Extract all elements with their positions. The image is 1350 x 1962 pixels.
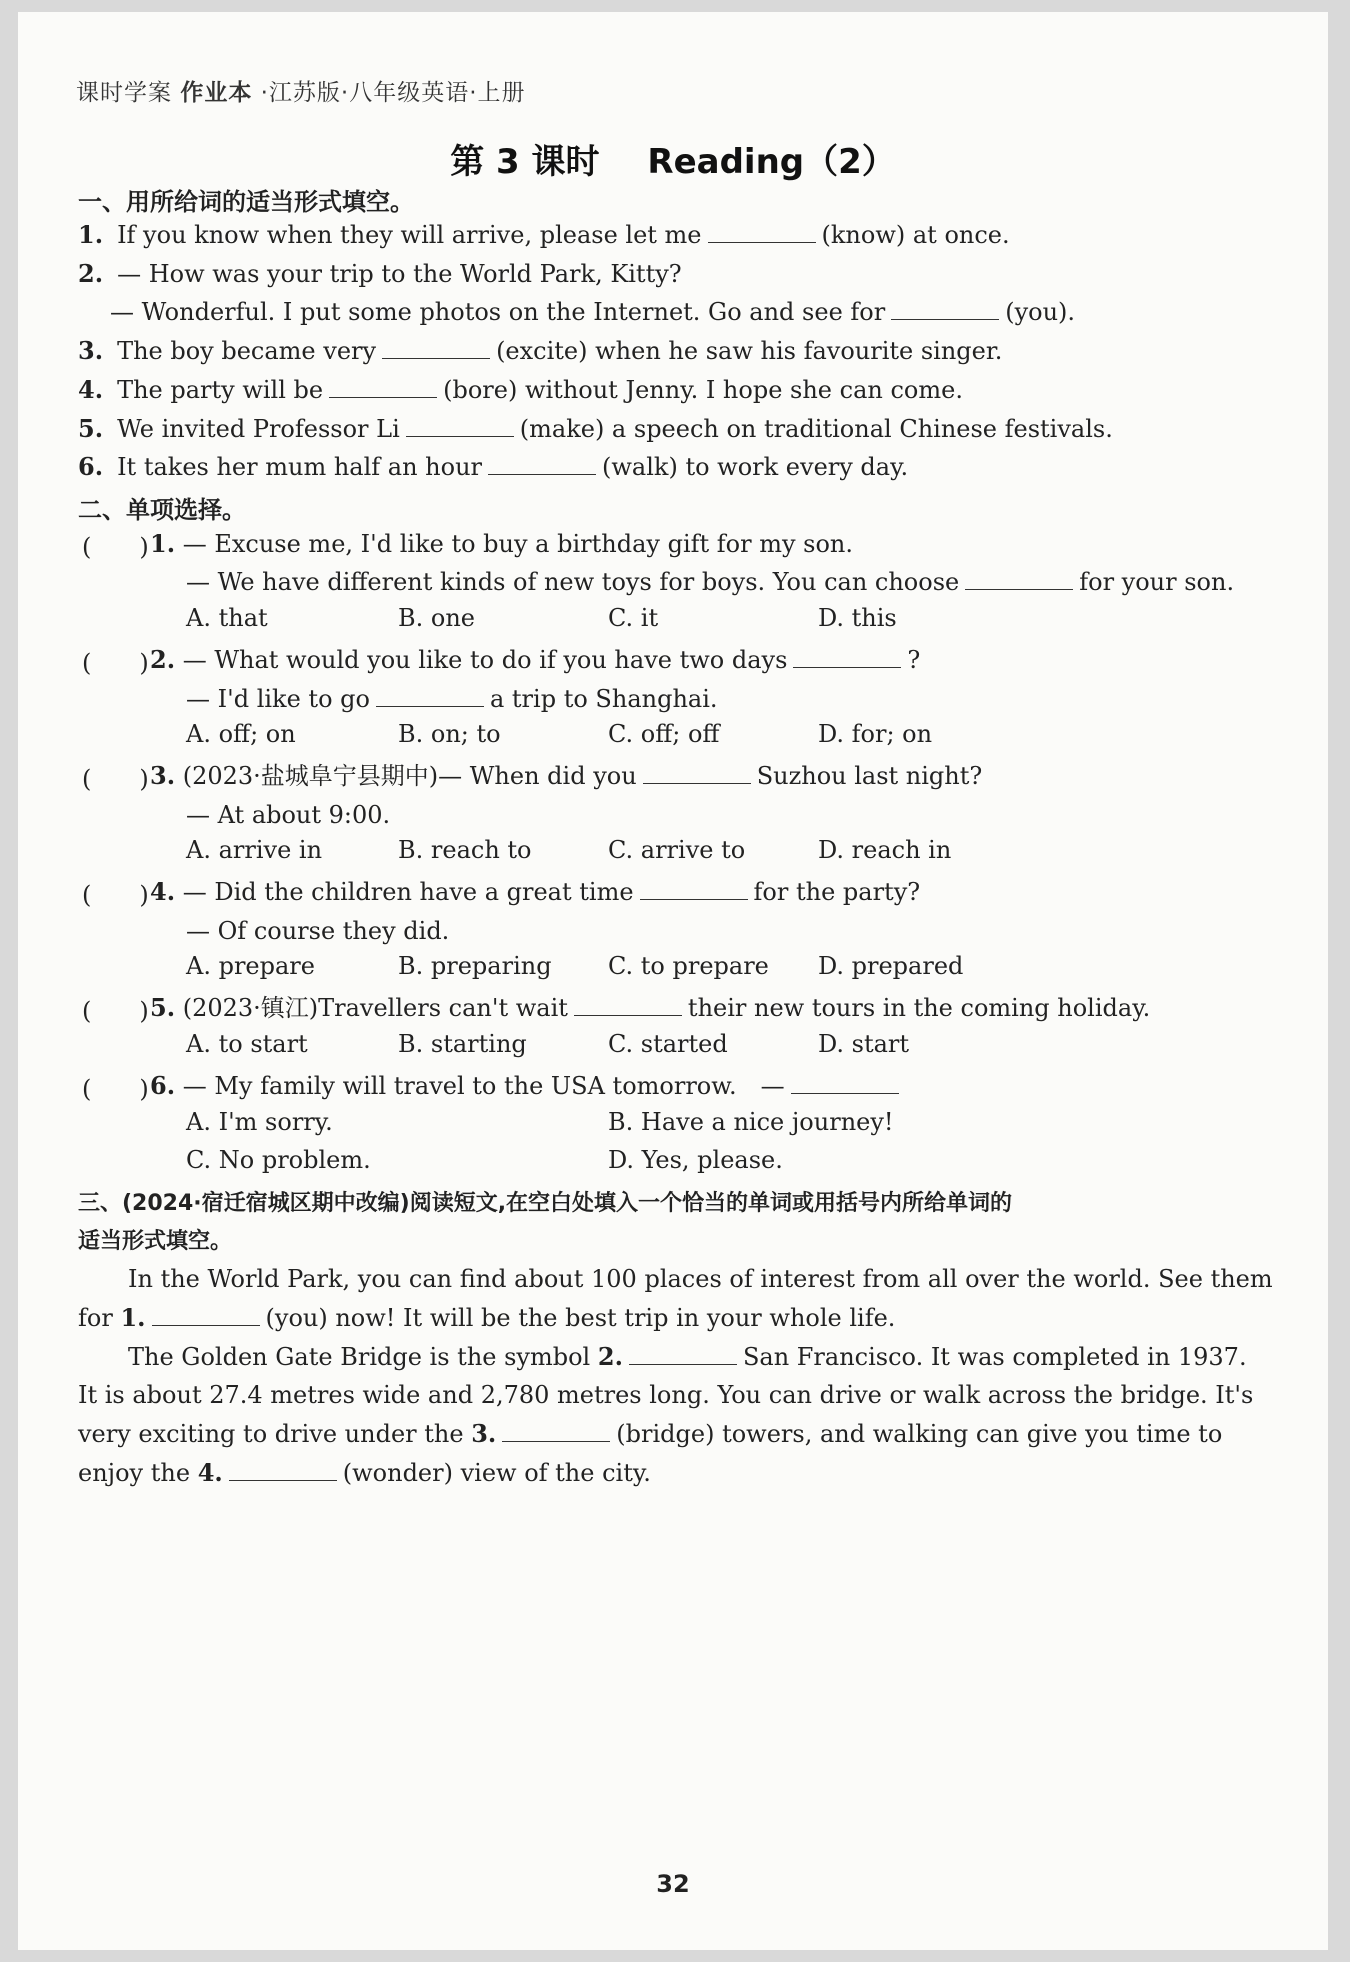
question-line: 4. — Did the children have a great time for the party? xyxy=(150,877,921,906)
question-line: — We have different kinds of new toys for boys. You can choose for your son. xyxy=(186,568,1235,596)
answer-paren[interactable]: ( ) xyxy=(82,649,149,677)
edition-info: ·江苏版·八年级英语·上册 xyxy=(260,80,526,106)
option-b[interactable]: B. Have a nice journey! xyxy=(608,1108,894,1136)
book-name: 作业本 xyxy=(180,80,253,106)
option-b[interactable]: B. one xyxy=(398,604,476,632)
option-d[interactable]: D. for; on xyxy=(818,720,933,748)
answer-paren[interactable]: ( ) xyxy=(82,881,149,909)
answer-blank[interactable] xyxy=(376,684,484,707)
option-b[interactable]: B. preparing xyxy=(398,952,552,980)
option-c[interactable]: C. No problem. xyxy=(186,1146,371,1174)
option-a[interactable]: A. prepare xyxy=(186,952,315,980)
answer-paren[interactable]: ( ) xyxy=(82,765,149,793)
lesson-title xyxy=(18,134,1328,183)
answer-blank[interactable] xyxy=(406,414,514,437)
question-line: 2. — What would you like to do if you have two days ? xyxy=(150,645,921,674)
option-a[interactable]: A. arrive in xyxy=(186,836,323,864)
passage-line: It is about 27.4 metres wide and 2,780 metres long. You can drive or walk across the bridge. It's xyxy=(78,1381,1254,1409)
passage-line: The Golden Gate Bridge is the symbol 2. San Francisco. It was completed in 1937. xyxy=(128,1342,1247,1371)
s1-item: 3. The boy became very (excite) when he saw his favourite singer. xyxy=(78,336,1003,365)
answer-blank[interactable] xyxy=(502,1419,610,1442)
answer-paren[interactable]: ( ) xyxy=(82,997,149,1025)
answer-blank[interactable] xyxy=(791,1071,899,1094)
s1-item: 5. We invited Professor Li (make) a speech on traditional Chinese festivals. xyxy=(78,414,1113,443)
s1-item: 6. It takes her mum half an hour (walk) to work every day. xyxy=(78,452,909,481)
answer-blank[interactable] xyxy=(629,1342,737,1365)
option-d[interactable]: D. this xyxy=(818,604,897,632)
section3-heading: 三、(2024·宿迁宿城区期中改编)阅读短文,在空白处填入一个恰当的单词或用括号内所给单词的 xyxy=(78,1191,1013,1216)
question-line: 1. — Excuse me, I'd like to buy a birthday gift for my son. xyxy=(150,529,854,558)
s1-item: — Wonderful. I put some photos on the Internet. Go and see for (you). xyxy=(110,298,1076,326)
answer-blank[interactable] xyxy=(574,993,682,1016)
question-line: — I'd like to go a trip to Shanghai. xyxy=(186,685,718,713)
answer-blank[interactable] xyxy=(708,220,816,243)
option-a[interactable]: A. off; on xyxy=(186,720,296,748)
section2-heading: 二、单项选择。 xyxy=(78,496,246,524)
answer-blank[interactable] xyxy=(488,452,596,475)
answer-blank[interactable] xyxy=(640,877,748,900)
lesson-number: 第 3 课时 xyxy=(450,142,600,182)
option-a[interactable]: A. that xyxy=(186,604,268,632)
series-name: 课时学案 xyxy=(76,80,172,106)
option-d[interactable]: D. reach in xyxy=(818,836,952,864)
question-line: — Of course they did. xyxy=(186,917,450,945)
passage-line: enjoy the 4. (wonder) view of the city. xyxy=(78,1458,651,1487)
option-d[interactable]: D. prepared xyxy=(818,952,964,980)
option-a[interactable]: A. to start xyxy=(186,1030,308,1058)
answer-blank[interactable] xyxy=(329,375,437,398)
option-b[interactable]: B. starting xyxy=(398,1030,527,1058)
option-a[interactable]: A. I'm sorry. xyxy=(186,1108,333,1136)
book-header xyxy=(76,74,526,107)
passage-line: very exciting to drive under the 3. (bridge) towers, and walking can give you time to xyxy=(78,1419,1223,1448)
answer-blank[interactable] xyxy=(382,336,490,359)
s1-item: 2. — How was your trip to the World Park, Kitty? xyxy=(78,259,682,288)
lesson-name: Reading（2） xyxy=(647,142,896,182)
answer-blank[interactable] xyxy=(643,761,751,784)
option-c[interactable]: C. to prepare xyxy=(608,952,769,980)
answer-blank[interactable] xyxy=(152,1303,260,1326)
passage-line: In the World Park, you can find about 100 places of interest from all over the world. See them xyxy=(128,1265,1273,1293)
question-line: 3. (2023·盐城阜宁县期中)— When did you Suzhou last night? xyxy=(150,761,983,790)
s1-item: 4. The party will be (bore) without Jenny. I hope she can come. xyxy=(78,375,963,404)
option-d[interactable]: D. start xyxy=(818,1030,910,1058)
option-c[interactable]: C. started xyxy=(608,1030,728,1058)
answer-blank[interactable] xyxy=(965,567,1073,590)
answer-blank[interactable] xyxy=(793,645,901,668)
question-line: 5. (2023·镇江)Travellers can't wait their new tours in the coming holiday. xyxy=(150,993,1151,1022)
answer-blank[interactable] xyxy=(891,297,999,320)
answer-paren[interactable]: ( ) xyxy=(82,1075,149,1103)
worksheet-page xyxy=(18,12,1328,1950)
s1-item: 1. If you know when they will arrive, please let me (know) at once. xyxy=(78,220,1010,249)
option-c[interactable]: C. off; off xyxy=(608,720,720,748)
option-b[interactable]: B. reach to xyxy=(398,836,532,864)
option-c[interactable]: C. arrive to xyxy=(608,836,746,864)
option-b[interactable]: B. on; to xyxy=(398,720,501,748)
answer-paren[interactable]: ( ) xyxy=(82,533,149,561)
passage-line: for 1. (you) now! It will be the best trip in your whole life. xyxy=(78,1303,896,1332)
question-line: 6. — My family will travel to the USA tomorrow. — xyxy=(150,1069,905,1103)
section1-heading: 一、用所给词的适当形式填空。 xyxy=(78,188,414,216)
page-number: 32 xyxy=(656,1870,690,1898)
option-d[interactable]: D. Yes, please. xyxy=(608,1146,783,1174)
answer-blank[interactable] xyxy=(229,1458,337,1481)
option-c[interactable]: C. it xyxy=(608,604,659,632)
question-line: — At about 9:00. xyxy=(186,801,391,829)
section3-heading-cont: 适当形式填空。 xyxy=(78,1229,233,1254)
